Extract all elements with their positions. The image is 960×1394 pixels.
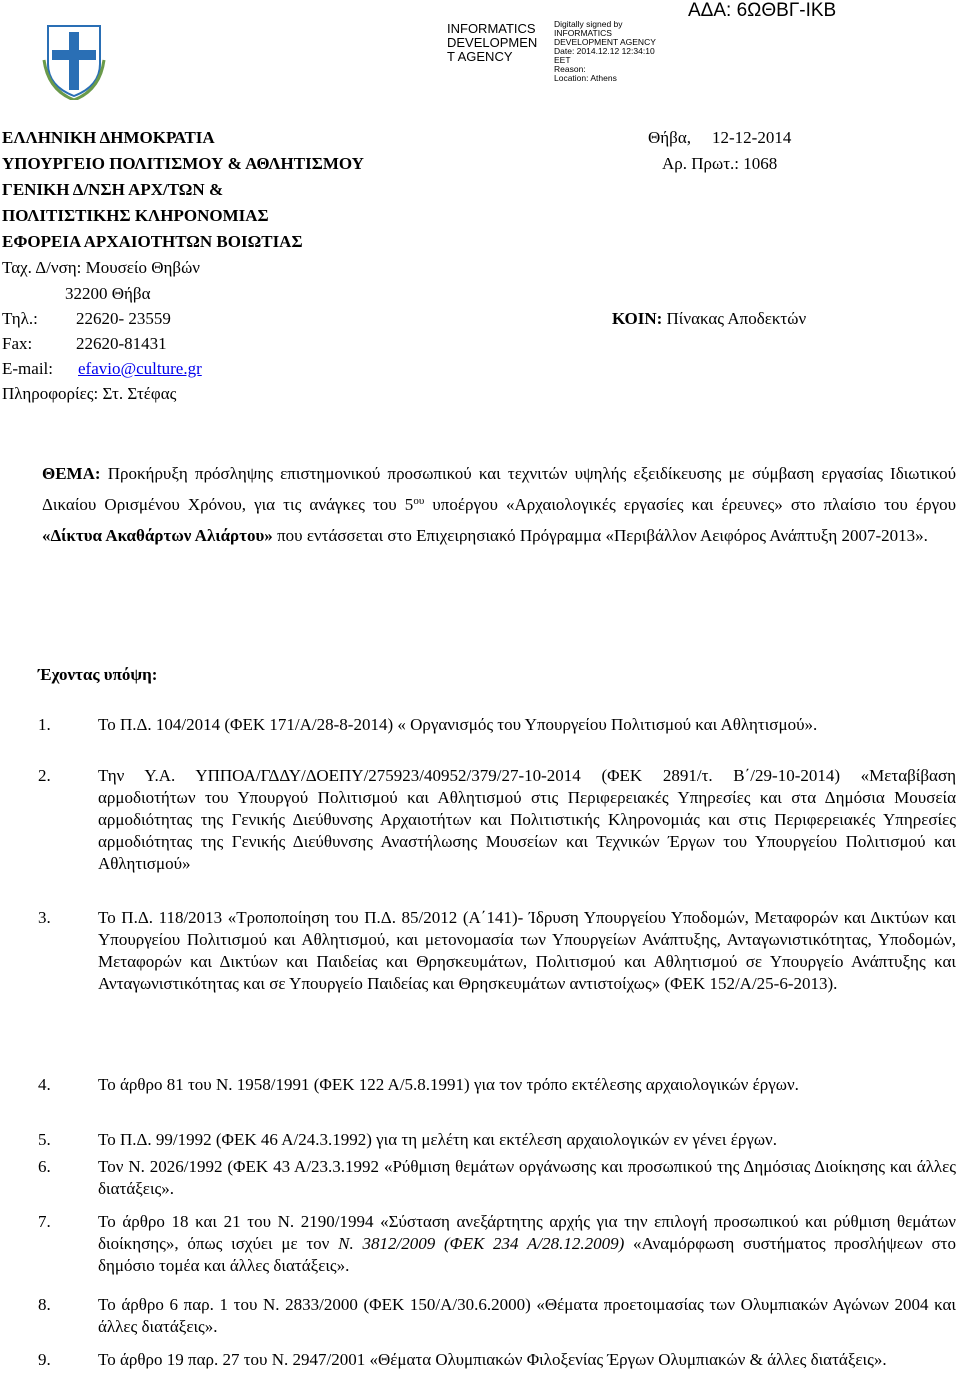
item-text: Το Π.Δ. 104/2014 (ΦΕΚ 171/Α/28-8-2014) « Οργανισμός του Υπουργείου Πολιτισμού και Αθλητισμού». <box>98 715 818 734</box>
subject-text: υποέργου «Αρχαιολογικές εργασίες και έρευνες» στο πλαίσιο του έργου <box>424 495 956 514</box>
info-contact: Πληροφορίες: Στ. Στέφας <box>2 384 177 403</box>
project-name: «Δίκτυα Ακαθάρτων Αλιάρτου» <box>42 526 273 545</box>
subject-superscript: ου <box>413 495 425 507</box>
signature-detail: Date: 2014.12.12 12:34:10 <box>554 46 655 56</box>
address: Ταχ. Δ/νση: Μουσείο Θηβών <box>2 258 200 277</box>
signature-detail: Reason: <box>554 64 586 74</box>
phone-label: Τηλ.: <box>2 309 38 328</box>
subject-text: που εντάσσεται στο Επιχειρησιακό Πρόγραμμα «Περιβάλλον Αειφόρος Ανάπτυξη 2007-2013». <box>272 526 928 545</box>
sender-line: ΓΕΝΙΚΗ Δ/ΝΣΗ ΑΡΧ/ΤΩΝ & <box>2 180 224 199</box>
item-number: 9. <box>38 1350 51 1369</box>
item-text: Το άρθρο 19 παρ. 27 του Ν. 2947/2001 «Θέματα Ολυμπιακών Φιλοξενίας Έργων Ολυμπιακών & άλλες διατάξεις». <box>98 1350 887 1369</box>
subject-paragraph <box>42 458 956 551</box>
item-number: 6. <box>38 1157 51 1176</box>
item-text: Το άρθρο 81 του Ν. 1958/1991 (ΦΕΚ 122 Α/5.8.1991) για τον τρόπο εκτέλεσης αρχαιολογικών έργων. <box>98 1075 799 1094</box>
subject-text: Προκήρυξη πρόσληψης επιστημονικού προσωπικού και τεχνιτών υψηλής εξειδίκευσης με σύμβαση εργασίας Ιδιωτικού Δικαίου Ορισμένου Χρόνου, για τις ανάγκες του 5 <box>42 464 956 514</box>
item-number: 7. <box>38 1212 51 1231</box>
signature-org <box>447 22 537 64</box>
signature-detail: INFORMATICS <box>554 28 612 38</box>
signature-detail: EET <box>554 55 571 65</box>
signature-org-line: INFORMATICS <box>447 21 536 36</box>
date: 12-12-2014 <box>712 128 792 147</box>
item-text: Το άρθρο 6 παρ. 1 του Ν. 2833/2000 (ΦΕΚ 150/Α/30.6.2000) «Θέματα προετοιμασίας των Ολυμπιακών Αγώνων 2004 και άλλες διατάξεις». <box>98 1295 956 1336</box>
date-place: Θήβα, <box>648 128 691 147</box>
item-text: Το Π.Δ. 99/1992 (ΦΕΚ 46 Α/24.3.1992) για τη μελέτη και εκτέλεση αρχαιολογικών εν γένει έργων. <box>98 1130 777 1149</box>
sender-line: ΕΛΛΗΝΙΚΗ ΔΗΜΟΚΡΑΤΙΑ <box>2 128 215 147</box>
email-label: E-mail: <box>2 359 53 378</box>
item-number: 5. <box>38 1130 51 1149</box>
item-text-part: «Αναμόρφωση συστήματος προσλήψεων στο δημόσιο τομέα και άλλες διατάξεις». <box>98 1234 956 1275</box>
law-reference: Ν. 3812/2009 (ΦΕΚ 234 Α/28.12.2009) <box>338 1234 625 1253</box>
koin-value: Πίνακας Αποδεκτών <box>666 309 807 328</box>
sender-line: ΠΟΛΙΤΙΣΤΙΚΗΣ ΚΛΗΡΟΝΟΜΙΑΣ <box>2 206 269 225</box>
signature-detail: DEVELOPMENT AGENCY <box>554 37 656 47</box>
phone-value: 22620- 23559 <box>76 309 171 328</box>
signature-detail: Location: Athens <box>554 73 617 83</box>
considering-heading: Έχοντας υπόψη: <box>38 665 158 684</box>
item-text: Την Υ.Α. ΥΠΠΟΑ/ΓΔΔΥ/ΔΟΕΠΥ/275923/40952/379/27-10-2014 (ΦΕΚ 2891/τ. Β΄/29-10-2014) «Μεταβίβαση αρμοδιοτήτων του Υπουργού Πολιτισμού και Αθλητισμού στις Περιφερειακές Υπηρεσίες και στα Δημόσια Μουσεία αρμοδιότητας της Γενικής Διεύθυνσης Αρχαιοτήτων και Πολιτιστικής Κληρονομιάς και στις Περιφερειακές Υπηρεσίες αρμοδιότητας της Γενικής Διεύθυνσης Αναστήλωσης Μουσείων και Τεχνικών Έργων του Υπουργείου Πολιτισμού και Αθλητισμού» <box>98 766 956 873</box>
koin-label: ΚΟΙΝ: <box>612 309 663 328</box>
ada-code: ΑΔΑ: 6ΩΘΒΓ-ΙΚΒ <box>688 0 837 21</box>
item-number: 8. <box>38 1295 51 1314</box>
signature-detail: Digitally signed by <box>554 19 623 29</box>
protocol-number: Αρ. Πρωτ.: 1068 <box>662 154 778 173</box>
item-text <box>98 1211 956 1277</box>
signature-org-line: DEVELOPMEN <box>447 35 538 50</box>
email-link[interactable]: efavio@culture.gr <box>78 359 202 378</box>
fax-label: Fax: <box>2 334 33 353</box>
koin-line <box>612 308 806 330</box>
greek-emblem-icon <box>42 20 106 100</box>
item-number: 4. <box>38 1075 51 1094</box>
sender-line: ΥΠΟΥΡΓΕΙΟ ΠΟΛΙΤΙΣΜΟΥ & ΑΘΛΗΤΙΣΜΟΥ <box>2 154 364 173</box>
item-text: Το Π.Δ. 118/2013 «Τροποποίηση του Π.Δ. 85/2012 (Α΄141)- Ίδρυση Υπουργείου Υποδομών, Μεταφορών και Δικτύων και Υπουργείου Πολιτισμού και Αθλητισμού, και μετονομασία των Υπουργείων Ανάπτυξης, Ανταγωνιστικότητας, Υποδομών, Μεταφορών και Δικτύων και Παιδείας και Θρησκευμάτων, Πολιτισμού και Αθλητισμού σε Υπουργείο Ανάπτυξης και Ανταγωνιστικότητας και σε Υπουργείο Παιδείας και Θρησκευμάτων αντιστοίχως» (ΦΕΚ 152/Α/25-6-2013). <box>98 908 956 993</box>
postcode: 32200 Θήβα <box>65 284 151 303</box>
fax-value: 22620-81431 <box>76 334 167 353</box>
item-number: 1. <box>38 715 51 734</box>
item-text-part: Το άρθρο 18 και 21 του Ν. 2190/1994 «Σύσταση ανεξάρτητης αρχής για την επιλογή προσωπικού και ρύθμιση θεμάτων διοίκησης», όπως ισχύει με τον <box>98 1212 956 1253</box>
item-number: 2. <box>38 766 51 785</box>
signature-details <box>554 20 656 83</box>
subject-label: ΘΕΜΑ: <box>42 464 101 483</box>
signature-org-line: T AGENCY <box>447 49 513 64</box>
sender-line: ΕΦΟΡΕΙΑ ΑΡΧΑΙΟΤΗΤΩΝ ΒΟΙΩΤΙΑΣ <box>2 232 303 251</box>
item-number: 3. <box>38 908 51 927</box>
item-text: Τον Ν. 2026/1992 (ΦΕΚ 43 Α/23.3.1992 «Ρύθμιση θεμάτων οργάνωσης και προσωπικού της Δημόσιας Διοίκησης και άλλες διατάξεις». <box>98 1157 956 1198</box>
